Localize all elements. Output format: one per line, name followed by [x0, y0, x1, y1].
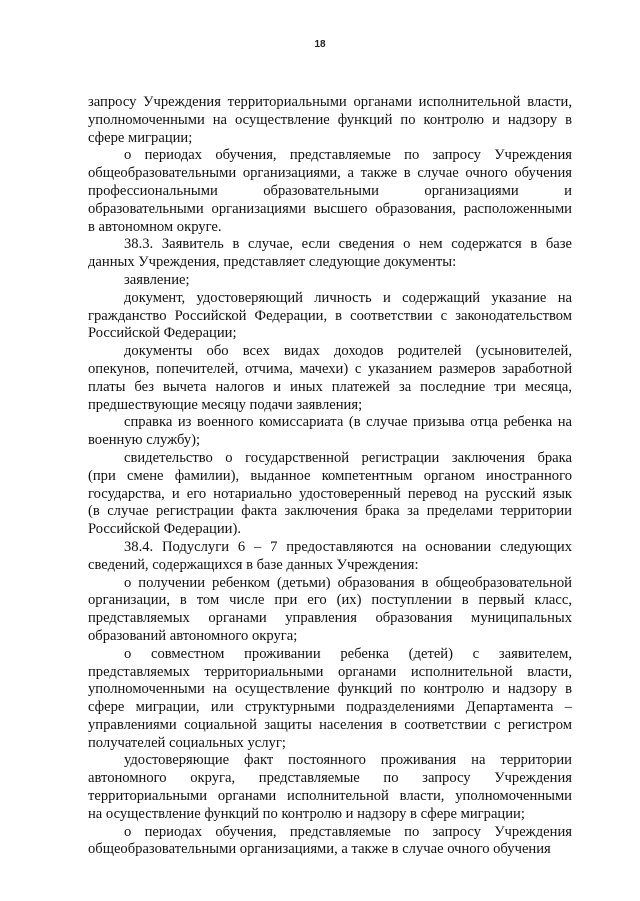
paragraph	[88, 646, 572, 753]
text-line: в автономном округе.	[88, 218, 222, 235]
paragraph	[88, 147, 572, 236]
text-line: государства, и его нотариально удостоверенный перевод на русский язык	[88, 485, 572, 502]
text-line: военную службу);	[88, 432, 201, 449]
text-line: документ, удостоверяющий личность и содержащий указание на	[124, 289, 572, 306]
paragraph	[88, 414, 572, 450]
text-line: уполномоченными на осуществление функций по контролю и надзору в	[88, 111, 572, 128]
paragraph	[88, 539, 572, 575]
paragraph	[88, 94, 572, 147]
text-line: сфере миграции, или структурными подразделениями Департамента –	[88, 699, 572, 716]
text-line: о совместном проживании ребенка (детей) с заявителем,	[124, 645, 572, 662]
paragraph	[88, 575, 572, 646]
text-line: общеобразовательными организациями, а также в случае очного обучения	[88, 841, 551, 858]
text-line: свидетельство о государственной регистрации заключения брака	[124, 449, 572, 466]
text-line: Российской Федерации).	[88, 521, 241, 538]
text-line: представляемых территориальными органами исполнительной власти,	[88, 663, 572, 680]
paragraph	[88, 824, 572, 860]
text-line: организации, в том числе при его (их) поступлении в первый класс,	[88, 592, 572, 609]
text-line: 38.3. Заявитель в случае, если сведения о нем содержатся в базе	[124, 236, 572, 253]
paragraph	[88, 752, 572, 823]
text-line: территориальными органами исполнительной власти, уполномоченными	[88, 788, 572, 805]
text-line: образовательными организациями высшего образования, расположенными	[88, 200, 572, 217]
text-line: получателей социальных услуг;	[88, 734, 286, 751]
text-line: управлениями социальной защиты населения в соответствии с регистром	[88, 716, 572, 733]
paragraph	[88, 343, 572, 414]
paragraph	[88, 450, 572, 539]
text-line: предшествующие месяцу подачи заявления;	[88, 396, 363, 413]
text-line: о периодах обучения, представляемые по запросу Учреждения	[124, 147, 572, 164]
text-line: 38.4. Подуслуги 6 – 7 предоставляются на основании следующих	[124, 538, 572, 555]
text-line: заявление;	[124, 271, 190, 288]
document-body	[88, 94, 572, 859]
text-line: платы без вычета налогов и иных платежей за последние три месяца,	[88, 378, 572, 395]
text-line: о периодах обучения, представляемые по запросу Учреждения	[124, 823, 572, 840]
page-number: 18	[314, 39, 326, 50]
text-line: (при смене фамилии), выданное компетентным органом иностранного	[88, 467, 572, 484]
text-line: удостоверяющие факт постоянного проживания на территории	[124, 752, 572, 769]
text-line: уполномоченными на осуществление функций по контролю и надзору в	[88, 681, 572, 698]
text-line: сведений, содержащихся в базе данных Учреждения:	[88, 556, 419, 573]
text-line: о получении ребенком (детьми) образования в общеобразовательной	[124, 574, 572, 591]
text-line: представляемых органами управления образования муниципальных	[88, 610, 572, 627]
text-line: запросу Учреждения территориальными органами исполнительной власти,	[88, 94, 572, 110]
text-line: справка из военного комиссариата (в случае призыва отца ребенка на	[124, 414, 572, 431]
text-line: сфере миграции;	[88, 129, 193, 146]
text-line: (в случае регистрации факта заключения брака за пределами территории	[88, 503, 572, 520]
text-line: документы обо всех видах доходов родителей (усыновителей,	[124, 343, 572, 360]
paragraph	[88, 272, 572, 290]
text-line: Российской Федерации;	[88, 325, 237, 342]
text-line: гражданство Российской Федерации, в соответствии с законодательством	[88, 307, 572, 324]
text-line: профессиональными образовательными организациями и	[88, 182, 572, 199]
text-line: общеобразовательными организациями, а также в случае очного обучения	[88, 165, 572, 182]
text-line: на осуществление функций по контролю и надзору в сфере миграции;	[88, 805, 525, 822]
paragraph	[88, 236, 572, 272]
text-line: образований автономного округа;	[88, 627, 298, 644]
text-line: опекунов, попечителей, отчима, мачехи) с указанием размеров заработной	[88, 360, 572, 377]
paragraph	[88, 290, 572, 343]
text-line: данных Учреждения, представляет следующие документы:	[88, 254, 457, 271]
text-line: автономного округа, представляемые по запросу Учреждения	[88, 770, 572, 787]
